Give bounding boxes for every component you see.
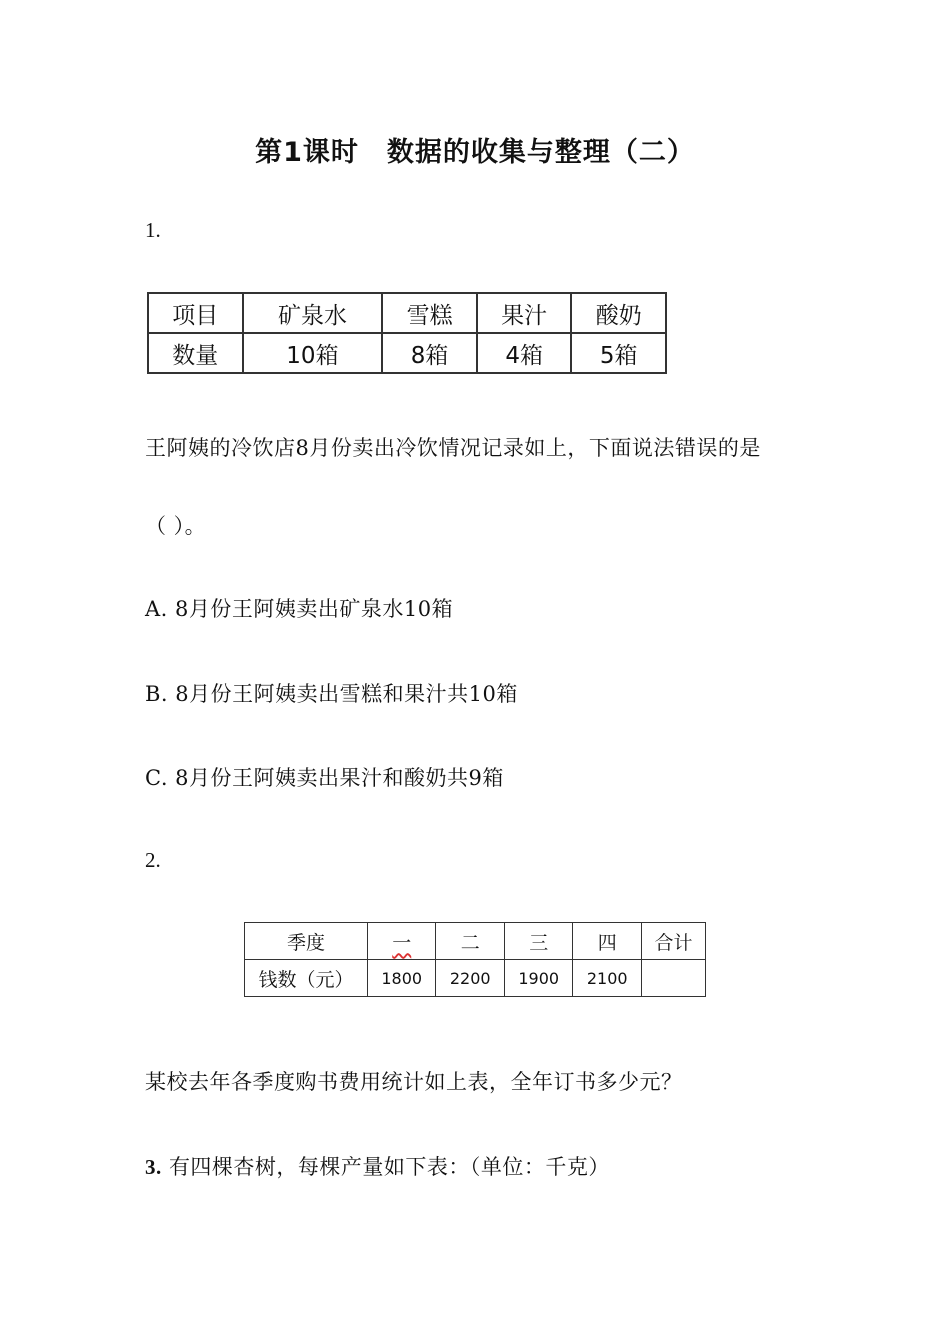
table-cell: 酸奶 [571, 293, 666, 333]
table-cell-total [641, 960, 705, 997]
q2-table [244, 922, 706, 997]
table-cell: 2100 [573, 960, 641, 997]
table-cell: 矿泉水 [243, 293, 383, 333]
table-cell: 10箱 [243, 333, 383, 373]
q3-stem: 有四棵杏树，每棵产量如下表：（单位：千克） [168, 1155, 610, 1179]
table-row [148, 293, 666, 333]
q1-table [147, 292, 667, 374]
table-cell: 四 [573, 923, 641, 960]
table-cell: 4箱 [477, 333, 572, 373]
table-cell: 8箱 [382, 333, 477, 373]
table-row [245, 960, 706, 997]
table-cell: 钱数（元） [245, 960, 368, 997]
table-cell: 合计 [641, 923, 705, 960]
table-cell: 2200 [436, 960, 504, 997]
table-cell: 5箱 [571, 333, 666, 373]
table-cell: 数量 [148, 333, 243, 373]
page-title: 第1课时 数据的收集与整理（二） [255, 137, 695, 168]
table-cell: 雪糕 [382, 293, 477, 333]
question-2-number: 2. [145, 848, 161, 872]
table-cell: 季度 [245, 923, 368, 960]
table-row [245, 923, 706, 960]
table-cell: 二 [436, 923, 504, 960]
question-3-number: 3. [145, 1155, 162, 1179]
table-cell: 三 [504, 923, 572, 960]
q1-option-b: B. 8月份王阿姨卖出雪糕和果汁共10箱 [145, 682, 518, 706]
q1-option-c: C. 8月份王阿姨卖出果汁和酸奶共9箱 [145, 766, 504, 790]
table-cell: 果汁 [477, 293, 572, 333]
question-3 [145, 1151, 610, 1181]
table-cell: 1800 [368, 960, 436, 997]
q1-stem-line1: 王阿姨的冷饮店8月份卖出冷饮情况记录如上，下面说法错误的是 [145, 436, 761, 460]
table-cell-text: 一 [392, 931, 412, 954]
table-cell: 1900 [504, 960, 572, 997]
question-1-number: 1. [145, 218, 161, 242]
table-cell [368, 923, 436, 960]
q2-stem: 某校去年各季度购书费用统计如上表，全年订书多少元？ [145, 1070, 683, 1094]
table-cell: 项目 [148, 293, 243, 333]
table-row [148, 333, 666, 373]
q1-stem-line2: （ ）。 [145, 514, 207, 538]
q1-option-a: A. 8月份王阿姨卖出矿泉水10箱 [145, 597, 454, 621]
